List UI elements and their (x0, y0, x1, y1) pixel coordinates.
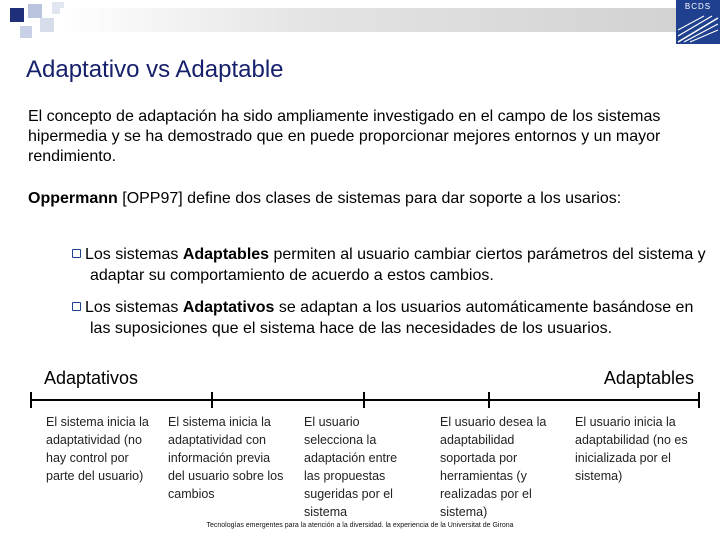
intro-paragraph: El concepto de adaptación ha sido ampliamente investigado en el campo de los sistemas hipermedia y se ha demostrado que en puede proporcionar mejores entornos y un mayor rendimiento. (28, 108, 661, 165)
bullet-text-after: permiten al usuario cambiar ciertos parámetros del sistema y adaptar su comportamiento de acuerdo a estos cambios. (90, 246, 706, 284)
checkbox-bullet-icon (72, 249, 81, 258)
axis-column-4: El usuario desea la adaptabilidad soportada por herramientas (y realizadas por el sistema) (440, 415, 547, 519)
axis-left-label: Adaptativos (44, 368, 139, 388)
checkbox-bullet-icon (72, 302, 81, 311)
oppermann-text: [OPP97] define dos clases de sistemas para dar soporte a los usarios: (117, 190, 622, 207)
bullet-text-before: Los sistemas (85, 299, 183, 316)
oppermann-paragraph (28, 189, 694, 209)
bullet-text-after: se adaptan a los usuarios automáticamente basándose en las suposiciones que el sistema hace de las necesidades de los usuarios. (90, 299, 694, 337)
header-band (60, 8, 676, 32)
bullet-adaptables (72, 244, 718, 286)
logo-lines-icon (676, 12, 720, 44)
bullet-term: Adaptables (182, 246, 270, 263)
axis-column-2: El sistema inicia la adaptatividad con información previa del usuario sobre los cambios (168, 415, 284, 501)
footer-text: Tecnologías emergentes para la atención a la diversidad. la experiencia de la Universitat de Girona (206, 522, 514, 529)
axis-column-5: El usuario inicia la adaptabilidad (no es inicializada por el sistema) (575, 415, 688, 483)
axis-column-3: El usuario selecciona la adaptación entre las propuestas sugeridas por el sistema (304, 415, 398, 519)
bullet-text-before: Los sistemas (85, 246, 183, 263)
bullet-term: Adaptativos (182, 299, 275, 316)
axis-right-label: Adaptables (603, 368, 694, 388)
logo-text: BCDS (684, 2, 712, 11)
axis-column-1: El sistema inicia la adaptatividad (no hay control por parte del usuario) (46, 415, 149, 483)
bcds-logo (676, 0, 720, 44)
spectrum-axis (30, 392, 700, 408)
bullet-adaptativos (72, 297, 718, 339)
oppermann-name: Oppermann (28, 190, 118, 207)
slide-title: Adaptativo vs Adaptable (26, 56, 284, 83)
